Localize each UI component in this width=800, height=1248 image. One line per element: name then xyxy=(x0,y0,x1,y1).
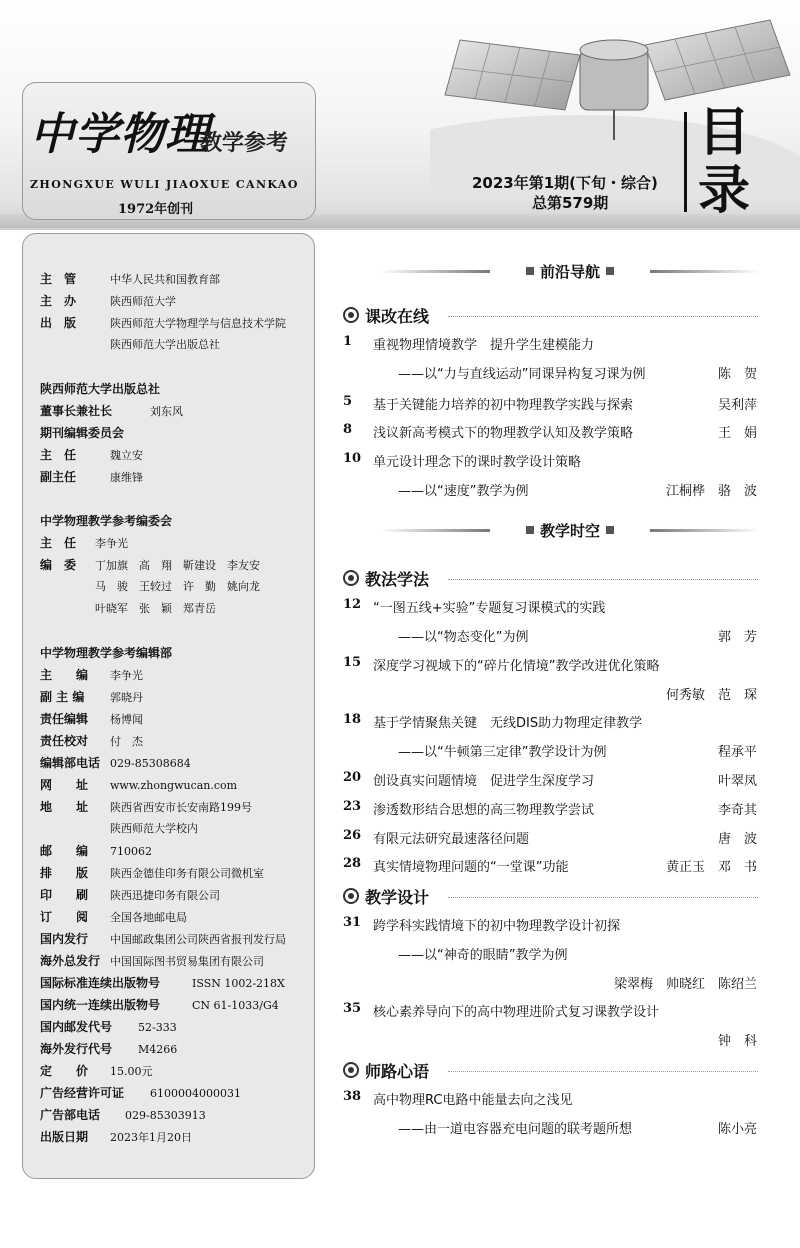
toc-entry[interactable]: 5 基于关键能力培养的初中物理教学实践与探索 吴利萍 xyxy=(343,394,757,413)
toc-entry[interactable]: 15 深度学习视域下的“碎片化情境”教学改进优化策略 xyxy=(343,655,660,674)
page-title: 目录 xyxy=(697,103,750,221)
masthead-row: 责任校对 付 杰 xyxy=(40,734,143,748)
toc-entry[interactable]: 23 渗透数形结合思想的高三物理教学尝试 李奇其 xyxy=(343,799,757,818)
toc-entry[interactable]: 31 跨学科实践情境下的初中物理教学设计初探 xyxy=(343,915,621,934)
masthead-row: 广告部电话 029-85303913 xyxy=(40,1108,206,1122)
toc-entry[interactable]: ——以“牛顿第三定律”教学设计为例 程承平 xyxy=(398,745,757,760)
board-members: 叶晓军 张 颖 郑青岳 xyxy=(95,602,216,615)
masthead-row: 副 主 编 郭晓丹 xyxy=(40,690,143,704)
masthead-row: 海外发行代号 M4266 xyxy=(40,1042,178,1056)
section-heading xyxy=(380,520,760,540)
rubric-heading: 教法学法 xyxy=(343,567,429,590)
toc-entry[interactable]: 20 创设真实问题情境 促进学生深度学习 叶翠凤 xyxy=(343,770,757,789)
masthead-row: 副主任 康维锋 xyxy=(40,470,143,484)
masthead-row: 主 办 陕西师范大学 xyxy=(40,294,176,308)
circle-bullet-icon xyxy=(343,888,359,904)
masthead-row: 陕西师范大学校内 xyxy=(110,822,198,835)
section-heading xyxy=(380,261,760,281)
board-heading: 中学物理教学参考编委会 xyxy=(40,514,173,528)
committee-heading: 期刊编辑委员会 xyxy=(40,426,125,440)
issue-number: 2023年第1期(下旬・综合) xyxy=(472,174,658,192)
masthead-row: 主 任 李争光 xyxy=(40,536,128,550)
masthead-row: 排 版 陕西金德佳印务有限公司微机室 xyxy=(40,866,264,880)
rubric-rule xyxy=(448,1071,758,1073)
masthead-row: 邮 编 710062 xyxy=(40,844,152,858)
toc-entry[interactable]: 28 真实情境物理问题的“一堂课”功能 黄正玉 邓 书 xyxy=(343,856,757,875)
section-heading-label: 教学时空 xyxy=(539,522,600,540)
journal-logo-subtitle: 教学参考 xyxy=(200,131,289,156)
masthead-row: 陕西师范大学出版总社 xyxy=(110,338,220,351)
journal-logo: 中学物理 xyxy=(30,109,210,160)
masthead-row: 主 管 中华人民共和国教育部 xyxy=(40,272,220,286)
masthead-row: 编 委 丁加旗 高 翔 靳建设 李友安 xyxy=(40,558,260,572)
toc-entry[interactable]: 8 浅议新高考模式下的物理教学认知及教学策略 王 娟 xyxy=(343,422,757,441)
masthead-row: 定 价 15.00元 xyxy=(40,1064,153,1078)
masthead-row: 国内发行 中国邮政集团公司陕西省报刊发行局 xyxy=(40,932,286,946)
toc-entry[interactable]: 12 “一图五线+实验”专题复习课模式的实践 xyxy=(343,597,606,616)
board-members: 马 骏 王较过 许 勤 姚向龙 xyxy=(95,580,260,593)
masthead-row: 出 版 陕西师范大学物理学与信息技术学院 xyxy=(40,316,286,330)
toc-entry[interactable]: 26 有限元法研究最速落径问题 唐 波 xyxy=(343,828,757,847)
rubric-rule xyxy=(448,579,758,581)
rubric-heading: 师路心语 xyxy=(343,1059,429,1082)
toc-entry[interactable]: ——由一道电容器充电问题的联考题所想 陈小亮 xyxy=(398,1122,757,1137)
circle-bullet-icon xyxy=(343,570,359,586)
toc-entry[interactable]: 18 基于学情聚焦关键 无线DIS助力物理定律教学 xyxy=(343,712,643,731)
section-heading-label: 前沿导航 xyxy=(539,263,600,281)
toc-entry[interactable]: 35 核心素养导向下的高中物理进阶式复习课教学设计 xyxy=(343,1001,660,1020)
masthead-row: 出版日期 2023年1月20日 xyxy=(40,1130,192,1144)
press-heading: 陕西师范大学出版总社 xyxy=(40,382,161,396)
rubric-heading: 教学设计 xyxy=(343,885,429,908)
title-divider xyxy=(684,112,687,212)
toc-entry[interactable]: 1 重视物理情境教学 提升学生建模能力 xyxy=(343,334,595,353)
toc-entry[interactable]: ——以“速度”教学为例 江桐桦 骆 波 xyxy=(398,484,757,499)
masthead-row: 地 址 陕西省西安市长安南路199号 xyxy=(40,800,252,814)
masthead-row: 主 任 魏立安 xyxy=(40,448,143,462)
toc-entry[interactable]: 钟 科 xyxy=(717,1034,757,1049)
toc-entry[interactable]: 38 高中物理RC电路中能量去向之浅见 xyxy=(343,1089,573,1108)
masthead-row: 印 刷 陕西迅捷印务有限公司 xyxy=(40,888,220,902)
masthead-row: 订 阅 全国各地邮电局 xyxy=(40,910,187,924)
founded-year: 1972年创刊 xyxy=(118,202,194,217)
masthead-row: 国内邮发代号 52-333 xyxy=(40,1020,177,1034)
masthead-row: 网 址 www.zhongwucan.com xyxy=(40,778,238,792)
rubric-rule xyxy=(448,316,758,318)
total-issue-number: 总第579期 xyxy=(532,194,609,212)
masthead-row: 广告经营许可证 6100004000031 xyxy=(40,1086,241,1100)
toc-entry[interactable]: ——以“物态变化”为例 郭 芳 xyxy=(398,630,757,645)
masthead-row: 国际标准连续出版物号 ISSN 1002-218X xyxy=(40,976,285,990)
rubric-heading: 课改在线 xyxy=(343,304,429,327)
toc-entry[interactable]: 梁翠梅 帅晓红 陈绍兰 xyxy=(613,977,757,992)
masthead-row: 海外总发行 中国国际图书贸易集团有限公司 xyxy=(40,954,264,968)
editorial-heading: 中学物理教学参考编辑部 xyxy=(40,646,173,660)
circle-bullet-icon xyxy=(343,1062,359,1078)
masthead-row: 董事长兼社长 刘东风 xyxy=(40,404,183,418)
toc-entry[interactable]: 10 单元设计理念下的课时教学设计策略 xyxy=(343,451,582,470)
rubric-rule xyxy=(448,897,758,899)
toc-entry[interactable]: ——以“力与直线运动”同课异构复习课为例 陈 贺 xyxy=(398,367,757,382)
masthead-row: 国内统一连续出版物号 CN 61-1033/G4 xyxy=(40,998,279,1012)
journal-pinyin: ZHONGXUE WULI JIAOXUE CANKAO xyxy=(30,178,299,191)
masthead-panel xyxy=(22,233,315,1179)
masthead-row: 主 编 李争光 xyxy=(40,668,143,682)
circle-bullet-icon xyxy=(343,307,359,323)
toc-entry[interactable]: ——以“神奇的眼睛”教学为例 xyxy=(398,948,568,963)
toc-entry[interactable]: 何秀敏 范 琛 xyxy=(665,688,757,703)
masthead-row: 责任编辑 杨博闻 xyxy=(40,712,143,726)
masthead-row: 编辑部电话 029-85308684 xyxy=(40,756,191,770)
